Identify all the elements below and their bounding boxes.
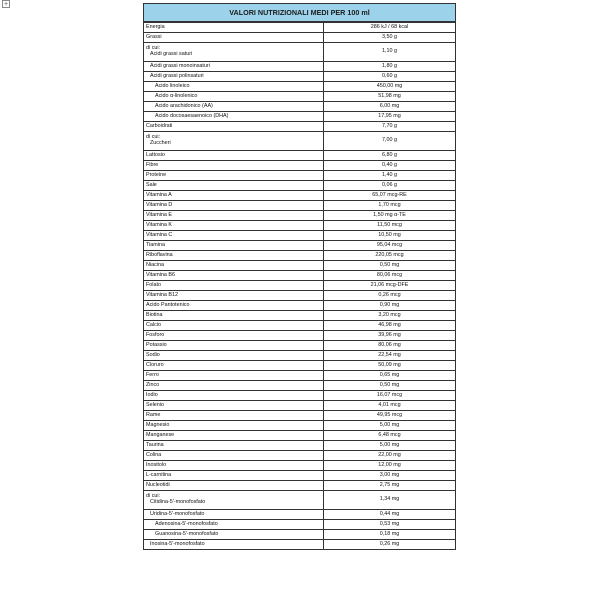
table-row — [144, 441, 456, 451]
nutrient-value-cell — [324, 381, 456, 391]
nutrient-value-cell — [324, 331, 456, 341]
nutrient-value: 5,00 mg — [379, 421, 400, 428]
nutrient-value: 80,06 mcg — [376, 271, 403, 278]
table-row — [144, 291, 456, 301]
nutrient-label: Vitamina K — [146, 221, 172, 228]
table-title: VALORI NUTRIZIONALI MEDI PER 100 ml — [143, 3, 456, 22]
nutrient-value-cell — [324, 171, 456, 181]
nutrient-value-cell — [324, 132, 456, 151]
nutrient-value-cell — [324, 451, 456, 461]
nutrient-value-cell — [324, 271, 456, 281]
nutrient-label-cell — [144, 231, 324, 241]
nutrient-value-cell — [324, 530, 456, 540]
nutrient-value: 49,95 mcg — [376, 411, 403, 418]
subgroup-header: di cui: — [146, 134, 161, 141]
nutrient-value: 46,98 mg — [378, 321, 401, 328]
nutrient-label: Nucleotidi — [146, 481, 170, 488]
nutrient-label: Niacina — [146, 261, 164, 268]
table-row — [144, 171, 456, 181]
nutrient-label: Rame — [146, 411, 161, 418]
nutrient-label-cell — [144, 43, 324, 62]
nutrient-value: 220,05 mcg — [375, 251, 404, 258]
nutrient-value-cell — [324, 291, 456, 301]
nutrient-label: Citidina-5'-monofosfato — [150, 499, 206, 505]
nutrient-label-cell — [144, 481, 324, 491]
nutrient-label-cell — [144, 112, 324, 122]
nutrient-label: Acido arachidonico (AA) — [155, 102, 213, 109]
nutrient-value-cell — [324, 112, 456, 122]
nutrient-value-cell — [324, 441, 456, 451]
nutrient-value: 0,60 g — [382, 72, 397, 79]
nutrient-value-cell — [324, 211, 456, 221]
nutrient-value-cell — [324, 461, 456, 471]
table-row — [144, 23, 456, 33]
nutrient-value: 0,26 mg — [379, 540, 400, 547]
table-row — [144, 311, 456, 321]
nutrient-label-cell — [144, 540, 324, 550]
nutrient-label-cell — [144, 281, 324, 291]
nutrient-value-cell — [324, 351, 456, 361]
nutrient-label: Magnesio — [146, 421, 170, 428]
table-move-handle-icon[interactable]: + — [3, 1, 9, 8]
table-row — [144, 211, 456, 221]
nutrient-value: 1,80 g — [382, 62, 397, 69]
nutrient-label-cell — [144, 491, 324, 510]
nutrient-label-cell — [144, 361, 324, 371]
nutrient-label-cell — [144, 191, 324, 201]
nutrition-table-body — [143, 22, 456, 550]
nutrient-label-cell — [144, 241, 324, 251]
nutrient-value-cell — [324, 241, 456, 251]
nutrient-value-cell — [324, 261, 456, 271]
nutrient-label-cell — [144, 221, 324, 231]
nutrient-value: 10,50 mg — [378, 231, 401, 238]
nutrient-label: Inosina-5'-monofosfato — [150, 540, 205, 547]
nutrient-value: 7,00 g — [382, 137, 397, 144]
nutrient-value: 21,06 mcg-DFE — [370, 281, 409, 288]
nutrient-value: 65,07 mcg-RE — [372, 191, 407, 198]
nutrient-value-cell — [324, 471, 456, 481]
nutrient-label-cell — [144, 311, 324, 321]
nutrient-value: 22,54 mg — [378, 351, 401, 358]
nutrient-label-cell — [144, 530, 324, 540]
nutrient-value-cell — [324, 102, 456, 112]
table-row — [144, 62, 456, 72]
nutrient-label: Vitamina D — [146, 201, 173, 208]
nutrient-label-cell — [144, 431, 324, 441]
nutrient-label: Biotina — [146, 311, 163, 318]
subgroup-header: di cui: — [146, 45, 161, 52]
nutrient-label-cell — [144, 301, 324, 311]
nutrient-value: 3,00 mg — [379, 471, 400, 478]
nutrient-label-cell — [144, 181, 324, 191]
subgroup-header: di cui: — [146, 493, 161, 500]
nutrient-label-cell — [144, 510, 324, 520]
nutrient-label-cell — [144, 291, 324, 301]
nutrient-value-cell — [324, 391, 456, 401]
nutrient-value: 2,75 mg — [379, 481, 400, 488]
nutrient-label: Acidi grassi polinsaturi — [150, 72, 204, 79]
nutrient-label-cell — [144, 451, 324, 461]
nutrient-value: 0,18 mg — [379, 530, 400, 537]
table-row — [144, 381, 456, 391]
nutrient-label: Fosforo — [146, 331, 165, 338]
nutrient-label: Acido linoleico — [155, 82, 190, 89]
nutrient-label: L-carnitina — [146, 471, 172, 478]
nutrient-value-cell — [324, 151, 456, 161]
table-row — [144, 530, 456, 540]
table-row — [144, 341, 456, 351]
table-row — [144, 540, 456, 550]
nutrient-value-cell — [324, 62, 456, 72]
nutrient-label: Potassio — [146, 341, 167, 348]
nutrient-label-cell — [144, 351, 324, 361]
nutrient-value-cell — [324, 311, 456, 321]
nutrient-value-cell — [324, 411, 456, 421]
nutrient-label: Taurina — [146, 441, 164, 448]
nutrient-label: Adenosina-5'-monofosfato — [155, 520, 218, 527]
table-row — [144, 82, 456, 92]
nutrient-label: Acido docosaesaenoico (DHA) — [155, 112, 229, 119]
table-row — [144, 431, 456, 441]
nutrient-value-cell — [324, 43, 456, 62]
nutrient-label: Acidi grassi saturi — [150, 51, 193, 57]
nutrient-label: Carboidrati — [146, 122, 173, 129]
nutrient-label-cell — [144, 331, 324, 341]
nutrient-value: 6,80 g — [382, 151, 397, 158]
nutrient-value-cell — [324, 23, 456, 33]
nutrient-label-cell — [144, 62, 324, 72]
table-row — [144, 102, 456, 112]
nutrient-label: Sodio — [146, 351, 160, 358]
nutrient-value-cell — [324, 92, 456, 102]
nutrient-label: Acidi grassi monoinsaturi — [150, 62, 210, 69]
table-row — [144, 92, 456, 102]
nutrient-label: Vitamina B6 — [146, 271, 175, 278]
nutrient-value-cell — [324, 72, 456, 82]
nutrient-value-cell — [324, 33, 456, 43]
table-row — [144, 361, 456, 371]
table-row — [144, 181, 456, 191]
nutrient-value: 17,95 mg — [378, 112, 401, 119]
nutrient-value: 3,50 g — [382, 33, 397, 40]
table-row — [144, 321, 456, 331]
nutrient-value-cell — [324, 281, 456, 291]
nutrient-label: Riboflavina — [146, 251, 173, 258]
nutrient-value-cell — [324, 491, 456, 510]
table-row — [144, 331, 456, 341]
nutrient-value: 11,50 mcg — [377, 221, 402, 228]
table-row — [144, 451, 456, 461]
nutrient-label: Zuccheri — [150, 140, 171, 146]
nutrient-value: 0,26 mcg — [378, 291, 401, 298]
table-row — [144, 132, 456, 151]
nutrient-label: Uridina-5'-monofosfato — [150, 510, 205, 517]
nutrient-label-cell — [144, 261, 324, 271]
nutrition-table — [143, 3, 456, 550]
nutrient-value: 1,40 g — [382, 171, 397, 178]
nutrient-value: 39,96 mg — [378, 331, 401, 338]
nutrient-label: Sale — [146, 181, 157, 188]
nutrient-label: Acido α-linolenico — [155, 92, 198, 99]
nutrient-label-cell — [144, 441, 324, 451]
nutrient-value: 4,01 mcg — [378, 401, 401, 408]
nutrient-label-cell — [144, 520, 324, 530]
nutrient-label-cell — [144, 271, 324, 281]
nutrient-label: Ferro — [146, 371, 159, 378]
nutrient-label-cell — [144, 151, 324, 161]
table-row — [144, 510, 456, 520]
nutrient-value-cell — [324, 431, 456, 441]
nutrient-value: 95,04 mcg — [376, 241, 403, 248]
nutrient-value: 1,10 g — [382, 48, 397, 55]
table-row — [144, 221, 456, 231]
table-row — [144, 421, 456, 431]
nutrient-value-cell — [324, 371, 456, 381]
nutrient-value-cell — [324, 540, 456, 550]
nutrient-value-cell — [324, 361, 456, 371]
nutrient-label: Calcio — [146, 321, 161, 328]
nutrient-label-cell — [144, 381, 324, 391]
nutrient-label-cell — [144, 391, 324, 401]
nutrient-value-cell — [324, 161, 456, 171]
nutrient-label-cell — [144, 122, 324, 132]
nutrient-value: 22,00 mg — [378, 451, 401, 458]
table-row — [144, 122, 456, 132]
nutrient-value: 12,00 mg — [378, 461, 401, 468]
nutrient-value: 50,09 mg — [378, 361, 401, 368]
nutrient-value: 5,00 mg — [379, 441, 400, 448]
nutrient-value: 80,06 mg — [378, 341, 401, 348]
nutrient-label-cell — [144, 72, 324, 82]
table-row — [144, 271, 456, 281]
nutrient-value-cell — [324, 181, 456, 191]
nutrient-value-cell — [324, 122, 456, 132]
table-row — [144, 281, 456, 291]
nutrient-value-cell — [324, 510, 456, 520]
nutrient-value-cell — [324, 321, 456, 331]
nutrient-label-cell — [144, 341, 324, 351]
nutrient-label: Vitamina B12 — [146, 291, 178, 298]
nutrient-label: Fibre — [146, 161, 159, 168]
nutrient-value-cell — [324, 221, 456, 231]
nutrient-label-cell — [144, 251, 324, 261]
nutrient-label: Lattosio — [146, 151, 165, 158]
table-row — [144, 191, 456, 201]
nutrient-value: 51,98 mg — [378, 92, 401, 99]
nutrient-value-cell — [324, 421, 456, 431]
nutrient-value: 7,70 g — [382, 122, 397, 129]
nutrient-label: Inositolo — [146, 461, 167, 468]
nutrient-label-cell — [144, 421, 324, 431]
nutrient-label: Energia — [146, 23, 165, 30]
table-row — [144, 231, 456, 241]
table-row — [144, 33, 456, 43]
nutrient-value: 3,20 mcg — [378, 311, 401, 318]
nutrient-value-cell — [324, 341, 456, 351]
table-row — [144, 481, 456, 491]
table-row — [144, 151, 456, 161]
nutrient-label: Folato — [146, 281, 161, 288]
nutrient-label-cell — [144, 371, 324, 381]
nutrient-label-cell — [144, 33, 324, 43]
nutrient-value-cell — [324, 201, 456, 211]
nutrient-value-cell — [324, 481, 456, 491]
nutrient-label: Guanosina-5'-monofosfato — [155, 530, 219, 537]
nutrient-label-cell — [144, 92, 324, 102]
table-row — [144, 471, 456, 481]
nutrient-label: Iodio — [146, 391, 158, 398]
nutrient-value-cell — [324, 231, 456, 241]
table-row — [144, 401, 456, 411]
nutrient-value: 1,70 mcg — [378, 201, 401, 208]
nutrient-value-cell — [324, 82, 456, 92]
nutrient-label: Acido Pantotenico — [146, 301, 190, 308]
nutrient-label: Grassi — [146, 33, 162, 40]
nutrient-label: Vitamina E — [146, 211, 172, 218]
nutrient-label: Colina — [146, 451, 162, 458]
nutrient-label-cell — [144, 471, 324, 481]
nutrient-label-cell — [144, 461, 324, 471]
nutrient-value: 0,90 mg — [379, 301, 400, 308]
nutrient-label-cell — [144, 102, 324, 112]
nutrient-label-cell — [144, 23, 324, 33]
nutrient-label: Zinco — [146, 381, 160, 388]
nutrient-label: Tiamina — [146, 241, 165, 248]
table-row — [144, 371, 456, 381]
table-row — [144, 520, 456, 530]
nutrient-label-cell — [144, 201, 324, 211]
nutrient-label: Cloruro — [146, 361, 164, 368]
nutrient-value-cell — [324, 191, 456, 201]
table-row — [144, 43, 456, 62]
nutrient-label-cell — [144, 401, 324, 411]
table-row — [144, 241, 456, 251]
nutrient-value: 16,07 mcg — [376, 391, 403, 398]
table-row — [144, 411, 456, 421]
nutrient-value: 6,48 mcg — [378, 431, 401, 438]
nutrient-value: 0,65 mg — [379, 371, 400, 378]
nutrient-value-cell — [324, 301, 456, 311]
table-row — [144, 251, 456, 261]
table-row — [144, 201, 456, 211]
nutrient-value: 1,34 mg — [379, 496, 400, 503]
table-row — [144, 301, 456, 311]
nutrient-label-cell — [144, 411, 324, 421]
nutrient-label-cell — [144, 211, 324, 221]
nutrient-value: 286 kJ / 68 kcal — [370, 23, 409, 30]
nutrient-value: 0,06 g — [382, 181, 397, 188]
nutrient-label: Vitamina A — [146, 191, 172, 198]
nutrient-value: 6,00 mg — [379, 102, 400, 109]
nutrient-label: Vitamina C — [146, 231, 173, 238]
nutrient-value: 1,50 mg α-TE — [373, 211, 406, 218]
nutrient-value: 0,40 g — [382, 161, 397, 168]
nutrient-value: 0,53 mg — [379, 520, 400, 527]
table-row — [144, 261, 456, 271]
nutrient-value: 450,00 mg — [376, 82, 403, 89]
table-row — [144, 161, 456, 171]
nutrient-label-cell — [144, 171, 324, 181]
table-row — [144, 112, 456, 122]
nutrient-label-cell — [144, 82, 324, 92]
nutrient-label-cell — [144, 321, 324, 331]
nutrient-value: 0,50 mg — [379, 261, 400, 268]
nutrient-label: Proteine — [146, 171, 167, 178]
nutrient-value-cell — [324, 520, 456, 530]
table-row — [144, 491, 456, 510]
nutrient-value: 0,50 mg — [379, 381, 400, 388]
nutrient-label-cell — [144, 132, 324, 151]
nutrient-label: Selenio — [146, 401, 164, 408]
nutrient-value: 0,44 mg — [379, 510, 400, 517]
table-row — [144, 72, 456, 82]
nutrient-value-cell — [324, 401, 456, 411]
table-row — [144, 351, 456, 361]
table-row — [144, 461, 456, 471]
nutrient-label: Manganese — [146, 431, 175, 438]
table-row — [144, 391, 456, 401]
nutrient-value-cell — [324, 251, 456, 261]
nutrient-label-cell — [144, 161, 324, 171]
